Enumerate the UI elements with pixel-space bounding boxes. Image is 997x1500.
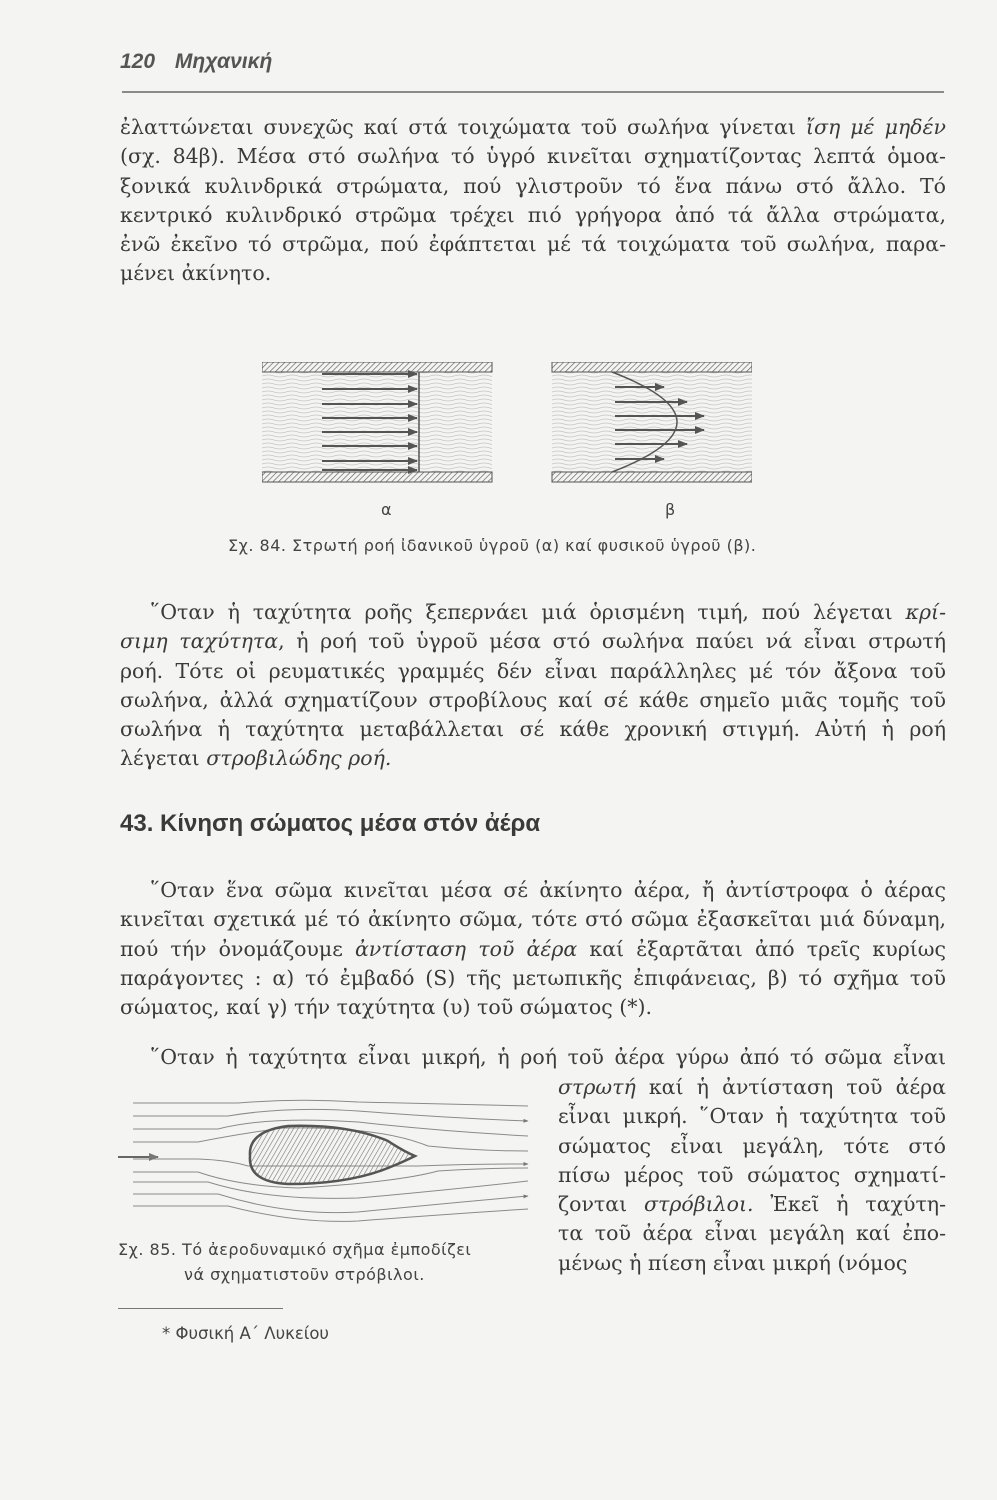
text-line: μένει ἀκίνητο. <box>120 261 272 286</box>
header-rule <box>122 91 944 93</box>
footnote: * Φυσική Α΄ Λυκείου <box>162 1324 329 1343</box>
paragraph-low-speed <box>120 1043 946 1072</box>
text-line: ῞Οταν ἕνα σῶμα κινεῖται μέσα σέ ἀκίνητο ἀέρα, ἤ ἀντίστροφα ὁ ἀέρας <box>150 878 946 902</box>
figure-84-pipe-flow <box>262 362 752 492</box>
section-heading: 43. Κίνηση σώματος μέσα στόν ἀέρα <box>120 810 541 837</box>
text-line: ζονται στρόβιλοι. Ἐκεῖ ἡ ταχύτη- <box>558 1192 946 1217</box>
text-line: ξονικά κυλινδρικά στρώματα, πού γλιστροῦν τό ἕνα πάνω στό ἄλλο. Τό <box>120 173 946 198</box>
paragraph-turbulent-flow <box>120 598 946 774</box>
text-line: πίσω μέρος τοῦ σώματος σχηματί- <box>558 1162 946 1187</box>
text-line: εἶναι μικρή. ῞Οταν ἡ ταχύτητα τοῦ <box>558 1104 946 1129</box>
page-number: 120 <box>120 50 156 73</box>
text-line: (σχ. 84β). Μέσα στό σωλήνα τό ὑγρό κινεῖται σχηματίζοντας λεπτά ὁμοα- <box>120 144 946 169</box>
figure-84-label-b: β <box>665 500 676 519</box>
text-line: τα τοῦ ἀέρα εἶναι μεγάλη καί ἐπο- <box>558 1221 946 1246</box>
text-line: σώματος, καί γ) τήν ταχύτητα (υ) τοῦ σώματος (*). <box>120 995 652 1020</box>
airfoil-shape <box>250 1126 415 1184</box>
airfoil-streamlines-diagram <box>118 1096 543 1231</box>
paragraph-low-speed-column <box>558 1073 946 1278</box>
text-line: μένως ἡ πίεση εἶναι μικρή (νόμος <box>558 1250 908 1275</box>
figure-85-caption-line1: Σχ. 85. Τό ἀεροδυναμικό σχῆμα ἐμποδίζει <box>118 1240 472 1259</box>
paragraph-air-resistance <box>120 876 946 1022</box>
text-line: ἐλαττώνεται συνεχῶς καί στά τοιχώματα τοῦ σωλήνα γίνεται ἴση μέ μηδέν <box>120 115 946 139</box>
text-line: κεντρικό κυλινδρικό στρῶμα τρέχει πιό γρήγορα ἀπό τά ἄλλα στρώματα, <box>120 202 946 227</box>
pipe-flow-diagram <box>262 362 752 492</box>
paragraph-laminar-layers <box>120 113 946 289</box>
text-line: παράγοντες : α) τό ἐμβαδό (S) τῆς μετωπικῆς ἐπιφάνειας, β) τό σχῆμα τοῦ <box>120 965 946 990</box>
text-line: λέγεται στροβιλώδης ροή. <box>120 746 392 771</box>
text-line: ῞Οταν ἡ ταχύτητα ροῆς ξεπερνάει μιά ὁρισμένη τιμή, πού λέγεται κρί- <box>150 600 946 624</box>
text-line: πού τήν ὀνομάζουμε ἀντίσταση τοῦ ἀέρα καί ἐξαρτᾶται ἀπό τρεῖς κυρίως <box>120 936 946 961</box>
text-line: σωλήνα ἡ ταχύτητα μεταβάλλεται σέ κάθε χρονική στιγμή. Αὐτή ἡ ροή <box>120 717 946 742</box>
pipe-b <box>552 362 752 482</box>
figure-84-caption: Σχ. 84. Στρωτή ροή ἰδανικοῦ ὑγροῦ (α) καί φυσικοῦ ὑγροῦ (β). <box>228 536 757 555</box>
running-title: Μηχανική <box>174 50 273 73</box>
text-line: ροή. Τότε οἱ ρευματικές γραμμές δέν εἶναι παράλληλες μέ τόν ἄξονα τοῦ <box>120 658 946 683</box>
text-line: σώματος εἶναι μεγάλη, τότε στό <box>558 1133 946 1158</box>
text-line: σωλήνα, ἀλλά σχηματίζουν στροβίλους καί σέ κάθε σημεῖο μιᾶς τομῆς τοῦ <box>120 687 946 712</box>
text-line: κινεῖται σχετικά μέ τό ἀκίνητο σῶμα, τότε στό σῶμα ἐξασκεῖται μιά δύναμη, <box>120 907 946 932</box>
running-header <box>120 50 945 74</box>
figure-85-caption-line2: νά σχηματιστοῦν στρόβιλοι. <box>184 1265 425 1284</box>
footnote-rule <box>118 1308 283 1309</box>
text-line: σιμη ταχύτητα, ἡ ροή τοῦ ὑγροῦ μέσα στό σωλήνα παύει νά εἶναι στρωτή <box>120 629 946 654</box>
figure-85-airfoil <box>118 1096 543 1231</box>
pipe-a <box>262 362 492 482</box>
text-line: ἐνῶ ἐκεῖνο τό στρῶμα, πού ἐφάπτεται μέ τά τοιχώματα τοῦ σωλήνα, παρα- <box>120 232 946 257</box>
figure-84-label-a: α <box>381 500 392 519</box>
text-line: ῞Οταν ἡ ταχύτητα εἶναι μικρή, ἡ ροή τοῦ ἀέρα γύρω ἀπό τό σῶμα εἶναι <box>150 1045 946 1069</box>
text-line: στρωτή καί ἡ ἀντίσταση τοῦ ἀέρα <box>558 1075 946 1099</box>
